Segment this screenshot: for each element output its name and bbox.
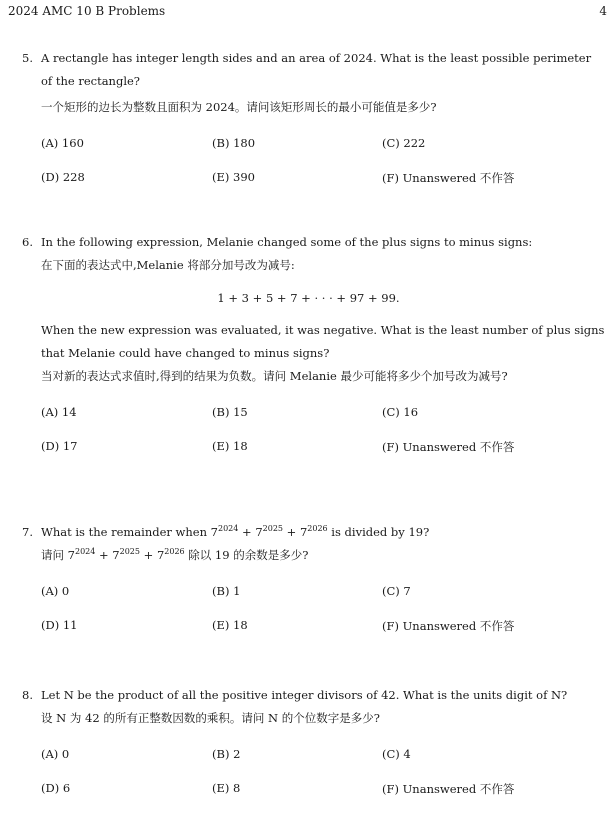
problem-text-zh: 设 N 为 42 的所有正整数因数的乘积。请问 N 的个位数字是多少?: [41, 711, 380, 725]
problem-number: 6.: [22, 235, 33, 249]
problem-text-zh: 当对新的表达式求值时,得到的结果为负数。请问 Melanie 最少可能将多少个加号改为减号?: [41, 369, 508, 383]
choice-f[interactable]: (F) Unanswered 不作答: [382, 619, 515, 633]
choice-e[interactable]: (E) 18: [212, 439, 248, 453]
choice-e[interactable]: (E) 390: [212, 170, 255, 184]
problem-text-zh: 请问 $7^{2024} + 7^{2025} + 7^{2026}$ 除以 19 的余数是多少?: [41, 547, 309, 562]
problem-number: 8.: [22, 688, 33, 702]
choice-c[interactable]: (C) 16: [382, 405, 419, 419]
answer-choices: [22, 136, 595, 206]
choice-b[interactable]: (B) 1: [212, 584, 241, 598]
choice-a[interactable]: (A) 14: [41, 405, 77, 419]
problem-6: [22, 231, 605, 475]
problem-text-en-cont: When the new expression was evaluated, it was negative. What is the least number of plus signs: [41, 323, 605, 337]
problem-text-en-cont: that Melanie could have changed to minus signs?: [41, 346, 330, 360]
choice-d[interactable]: (D) 11: [41, 618, 78, 632]
choice-d[interactable]: (D) 228: [41, 170, 85, 184]
choice-e[interactable]: (E) 18: [212, 618, 248, 632]
problem-text-en: In the following expression, Melanie changed some of the plus signs to minus signs:: [41, 235, 533, 249]
document-title: 2024 AMC 10 B Problems: [8, 4, 166, 18]
choice-d[interactable]: (D) 6: [41, 781, 71, 795]
choice-c[interactable]: (C) 222: [382, 136, 426, 150]
problem-text-en: What is the remainder when $7^{2024} + 7^{2025} + 7^{2026}$ is divided by 19?: [41, 524, 430, 539]
answer-choices: [22, 405, 595, 475]
choice-f[interactable]: (F) Unanswered 不作答: [382, 440, 515, 454]
choice-f[interactable]: (F) Unanswered 不作答: [382, 171, 515, 185]
choice-c[interactable]: (C) 4: [382, 747, 411, 761]
problem-number: 7.: [22, 525, 33, 539]
problem-7: [22, 521, 595, 654]
choice-e[interactable]: (E) 8: [212, 781, 241, 795]
choice-a[interactable]: (A) 160: [41, 136, 84, 150]
choice-b[interactable]: (B) 2: [212, 747, 241, 761]
problem-text-en-cont: of the rectangle?: [41, 74, 140, 88]
math-expression: 1 + 3 + 5 + 7 + · · · + 97 + 99.: [217, 291, 400, 305]
choice-f[interactable]: (F) Unanswered 不作答: [382, 782, 515, 796]
choice-b[interactable]: (B) 15: [212, 405, 248, 419]
problem-text-zh: 一个矩形的边长为整数且面积为 2024。请问该矩形周长的最小可能值是多少?: [41, 100, 437, 114]
choice-a[interactable]: (A) 0: [41, 584, 70, 598]
problem-text-en: A rectangle has integer length sides and an area of 2024. What is the least possible perimeter: [41, 51, 592, 65]
page-header: [8, 4, 607, 20]
problem-number: 5.: [22, 51, 33, 65]
problem-5: [22, 47, 595, 206]
page-number: 4: [599, 4, 607, 18]
choice-a[interactable]: (A) 0: [41, 747, 70, 761]
choice-c[interactable]: (C) 7: [382, 584, 411, 598]
problem-8: [22, 684, 595, 817]
problem-text-en: Let N be the product of all the positive integer divisors of 42. What is the units digit of N?: [41, 688, 568, 702]
problem-text-zh: 在下面的表达式中,Melanie 将部分加号改为减号:: [41, 258, 295, 272]
answer-choices: [22, 584, 595, 654]
answer-choices: [22, 747, 595, 817]
choice-b[interactable]: (B) 180: [212, 136, 256, 150]
choice-d[interactable]: (D) 17: [41, 439, 78, 453]
